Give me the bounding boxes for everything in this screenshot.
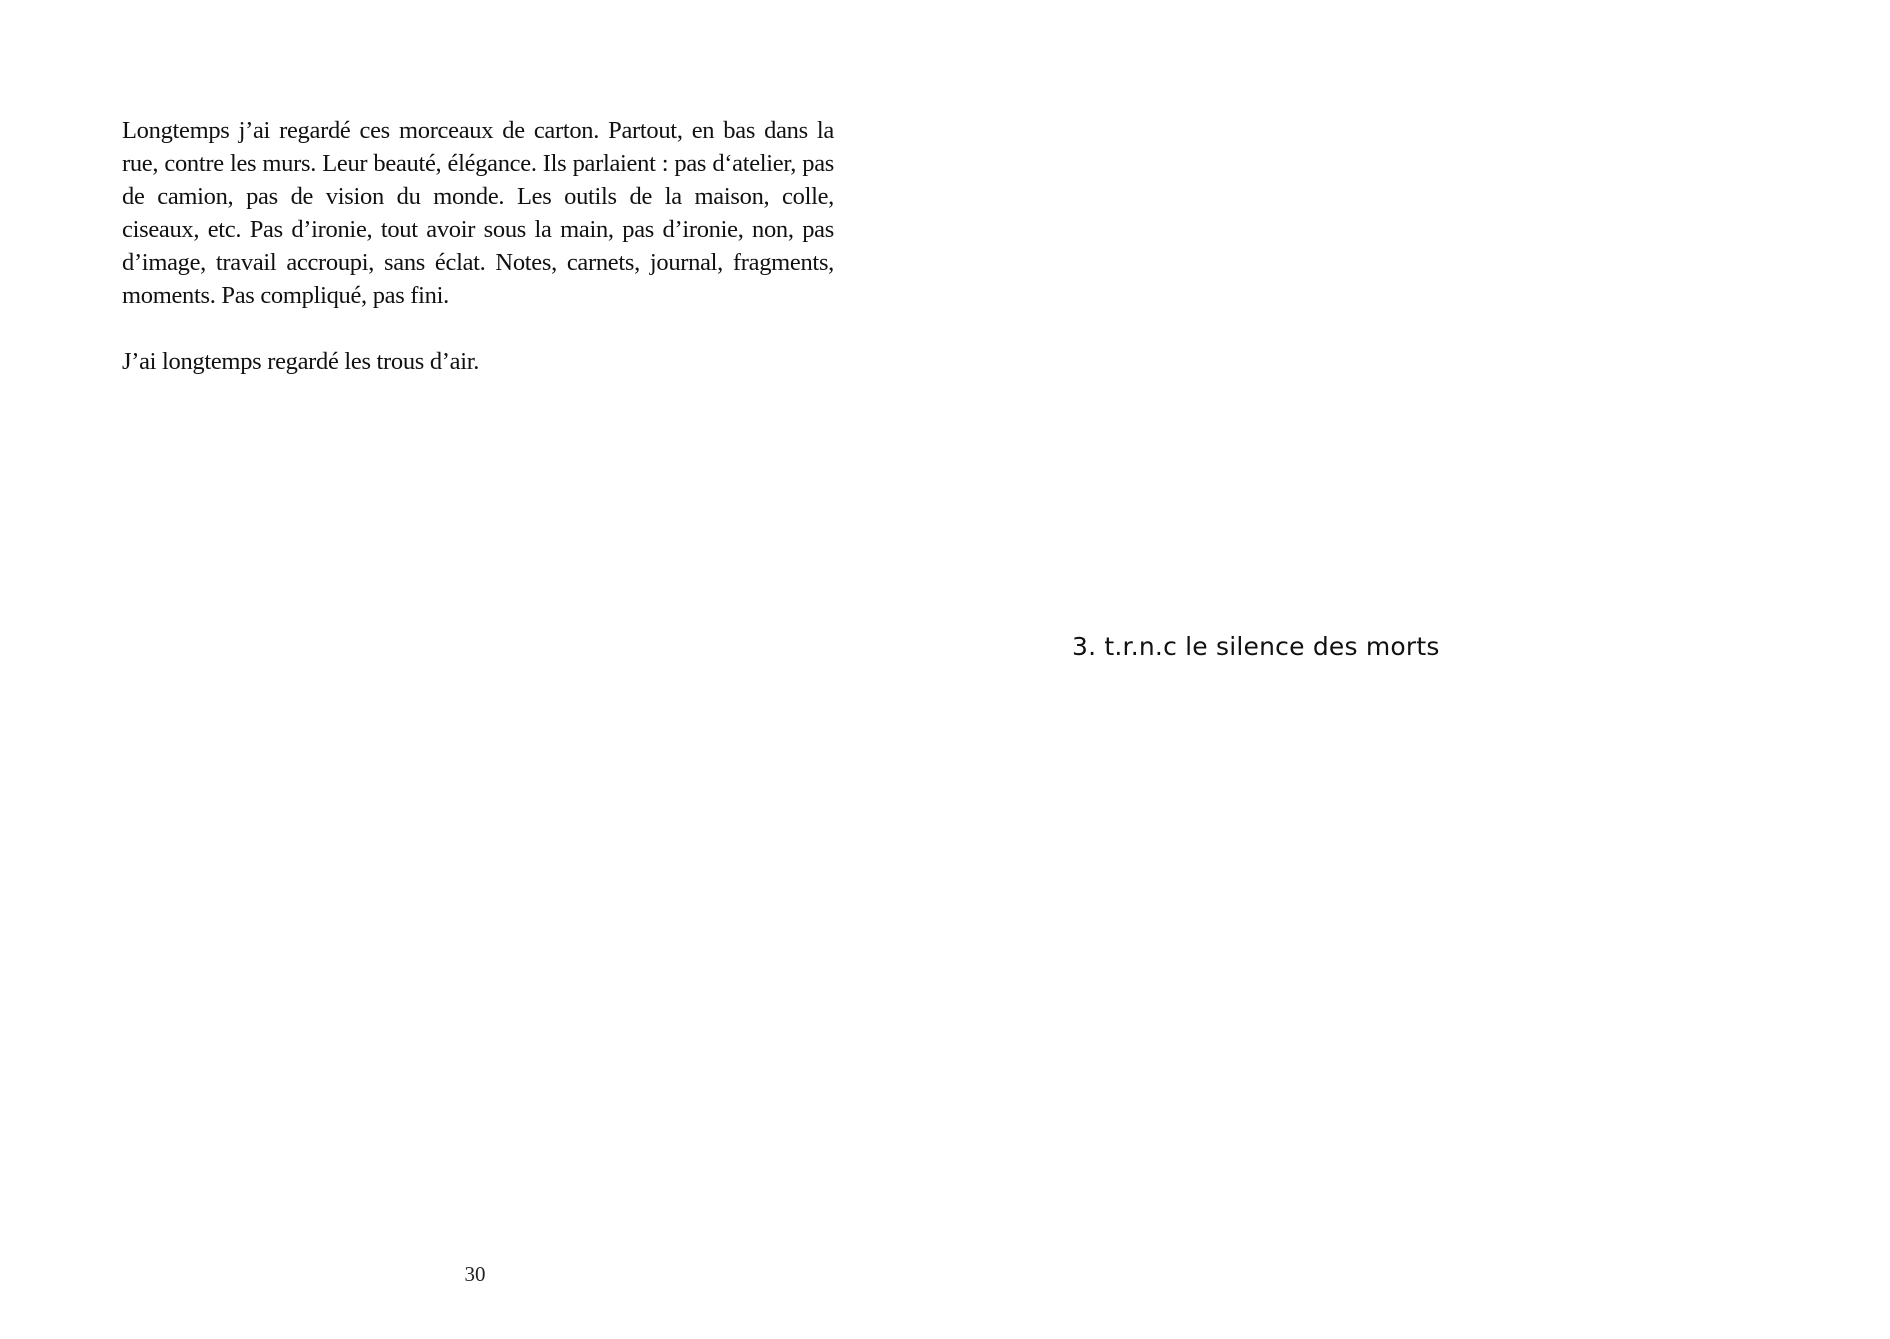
paragraph-2: J’ai longtemps regardé les trous d’air. — [122, 348, 480, 375]
chapter-title: 3. t.r.n.c le silence des morts — [1072, 632, 1440, 661]
paragraph-1: Longtemps j’ai regardé ces morceaux de carton. Partout, en bas dans la rue, contre les murs. Leur beauté, élégance. Ils parlaient : pas d‘atelier, pas de camion, pas de vision du monde. Les outils de la maison, colle, ciseaux, etc. Pas d’ironie, tout avoir sous la main, pas d’ironie, non, pas d’image, travail accroupi, sans éclat. Notes, carnets, journal, fragments, moments. Pas compliqué, pas fini. — [122, 117, 834, 309]
right-page — [945, 0, 1890, 1339]
body-text — [122, 114, 834, 411]
page-number: 30 — [464, 1262, 486, 1286]
